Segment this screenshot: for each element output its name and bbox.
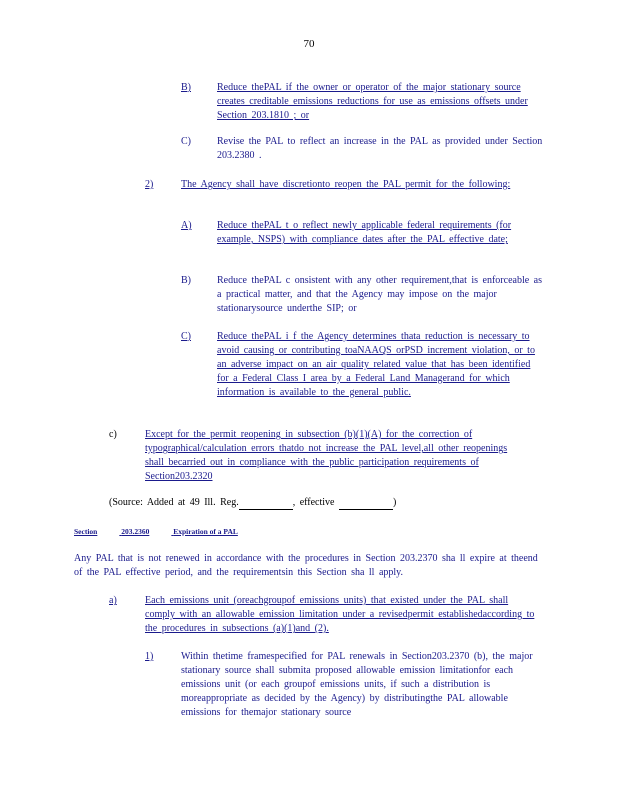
item-2c-text: Reduce thePAL i f the Agency determines thata reduction is necessary to avoid causing or contributing toaNAAQS orPSD increment violation, or to an adverse impact on an air quality related value that has been identified for a Federal Class I area by a Federal Land Managerand for which information is available to the general public. [217, 331, 535, 398]
item-2b-text: Reduce thePAL c onsistent with any other requirement,that is enforceable as a practical matter, and that the Agency may impose on the major stationarysource underthe SIP; or [217, 275, 542, 314]
item-b1-label: B) [181, 82, 191, 93]
item-b1-text: Reduce thePAL if the owner or operator of the major stationary source creates creditable emissions reductions for use as emissions offsets under Section 203.1810 ; or [217, 82, 528, 121]
item-c-label: c) [109, 429, 117, 440]
item-2b-label: B) [181, 275, 191, 286]
item-2a-text: Reduce thePAL t o reflect newly applicable federal requirements (for example, NSPS) with compliance dates after the PAL effective date; [217, 220, 512, 245]
sub-a-label: a) [109, 595, 117, 606]
sub-a1-text: Within thetime framespecified for PAL renewals in Section203.2370 (b), the major stationary source shall submita proposed allowable emission limitationfor each emissions unit (or each groupof emissions units, if such a distribution is moreappropriate as decided by the Agency) by distributingthe PAL allowable emissions for themajor stationary source [181, 651, 533, 718]
sub-a1-label: 1) [145, 651, 154, 662]
source-middle: , effective [292, 497, 335, 508]
source-note [109, 496, 509, 510]
page-number: 70 [303, 38, 315, 50]
effective-date-blank [339, 499, 393, 510]
section-word: Section [74, 527, 98, 536]
item-2c-label: C) [181, 331, 191, 342]
item-2-label: 2) [145, 179, 154, 190]
section-number: 203.2360 [121, 527, 150, 536]
sub-a-text: Each emissions unit (oreachgroupof emissions units) that existed under the PAL shall comply with an allowable emission limitation under a revisedpermit establishedaccording to the procedures in subsections (a)(1)and (2). [145, 595, 535, 634]
source-prefix: (Source: Added at 49 Ill. Reg. [109, 497, 239, 508]
register-blank [239, 499, 293, 510]
item-c1-text: Revise the PAL to reflect an increase in the PAL as provided under Section 203.2380 . [217, 136, 543, 161]
item-2a-label: A) [181, 220, 192, 231]
section-title: Expiration of a PAL [173, 527, 238, 536]
intro-paragraph: Any PAL that is not renewed in accordance with the procedures in Section 203.2370 sha ll expire at theend of the PAL effective period, and the requirementsin this Section sha ll apply. [74, 553, 538, 578]
item-c1-label: C) [181, 136, 191, 147]
section-heading [74, 527, 260, 537]
item-2-text: The Agency shall have discretionto reopen the PAL permit for the following: [181, 179, 511, 190]
item-c-text: Except for the permit reopening in subsection (b)(1)(A) for the correction of typographical/calculation errors thatdo not increase the PAL level,all other reopenings shall becarried out in compliance with the public participation requirements of Section203.2320 [145, 429, 508, 482]
source-suffix: ) [393, 497, 397, 508]
